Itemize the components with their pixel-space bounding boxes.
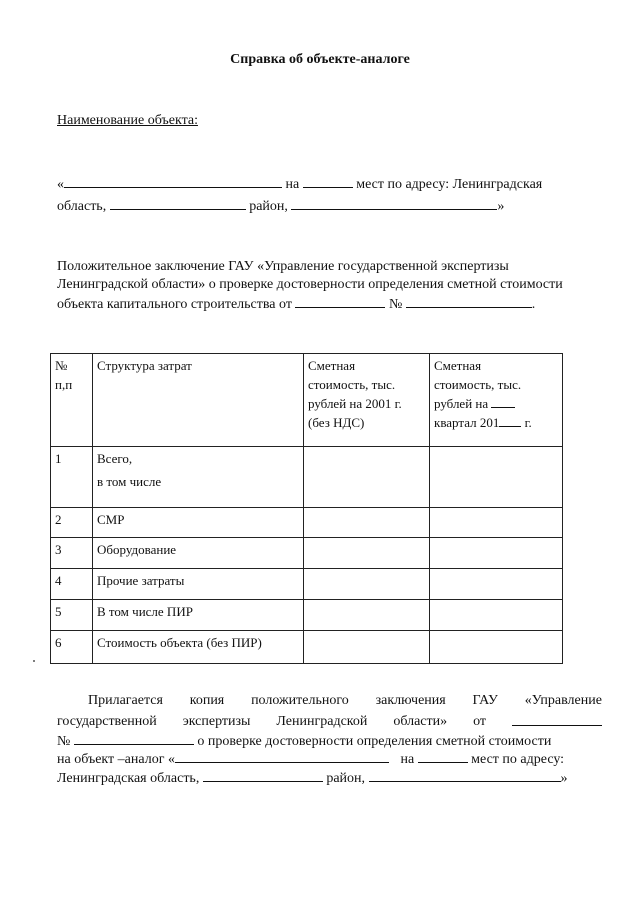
conclusion-line-3-text: объекта капитального строительства от	[57, 297, 292, 312]
attachment-number-sign: №	[57, 734, 71, 749]
conclusion-number-blank[interactable]	[406, 296, 532, 308]
header-2001-line: стоимость, тыс.	[308, 377, 396, 392]
row-number: 1	[51, 447, 93, 508]
value-2001-cell[interactable]	[304, 447, 430, 508]
value-quarter-cell[interactable]	[430, 631, 563, 664]
row-label: Прочие затраты	[93, 569, 304, 600]
row-number: 5	[51, 600, 93, 631]
analog-object-blank[interactable]	[175, 751, 389, 763]
row-label: В том числе ПИР	[93, 600, 304, 631]
rayon-blank[interactable]	[291, 198, 497, 210]
value-2001-cell[interactable]	[304, 631, 430, 664]
row-label: Стоимость объекта (без ПИР)	[93, 631, 304, 664]
header-structure-cell: Структура затрат	[93, 354, 304, 447]
header-quarter-line: рублей на	[434, 394, 558, 413]
header-2001-line: Сметная	[308, 358, 356, 373]
header-num-sign: №	[55, 358, 68, 373]
value-2001-cell[interactable]	[304, 508, 430, 538]
oblast-word: область,	[57, 199, 107, 214]
value-quarter-cell[interactable]	[430, 508, 563, 538]
attachment-line-3: № о проверке достоверности определения сметной стоимости	[57, 734, 552, 749]
object-name-blank[interactable]	[64, 176, 282, 188]
analog-places-blank[interactable]	[418, 751, 468, 763]
row-label: Оборудование	[93, 538, 304, 569]
header-2001-line: рублей на 2001 г.	[308, 396, 402, 411]
attachment-date-blank[interactable]	[512, 714, 602, 726]
value-quarter-cell[interactable]	[430, 538, 563, 569]
row-label: Всего,	[97, 451, 133, 466]
conclusion-date-blank[interactable]	[295, 296, 385, 308]
table-row	[51, 508, 563, 538]
header-num-pp: п,п	[55, 377, 73, 392]
attachment-line-5: Ленинградская область, район, »	[57, 771, 568, 786]
close-quote: »	[497, 199, 505, 214]
header-num-cell	[51, 354, 93, 447]
row-label: СМР	[93, 508, 304, 538]
header-quarter-line: Сметная	[434, 358, 482, 373]
object-line-2	[57, 198, 504, 215]
header-quarter-line: квартал 201 г.	[434, 415, 532, 430]
table-row	[51, 600, 563, 631]
header-cost-2001-cell	[304, 354, 430, 447]
open-quote: «	[57, 177, 64, 192]
oblast-blank[interactable]	[110, 198, 246, 210]
value-2001-cell[interactable]	[304, 600, 430, 631]
scan-speck	[33, 660, 35, 662]
table-row	[51, 569, 563, 600]
attachment-number-blank[interactable]	[74, 733, 194, 745]
places-address-text: мест по адресу: Ленинградская	[356, 177, 543, 192]
row-number: 2	[51, 508, 93, 538]
object-line-1	[57, 176, 542, 193]
header-cost-quarter-cell	[430, 354, 563, 447]
table-row	[51, 538, 563, 569]
row-sublabel: в том числе	[97, 474, 162, 489]
conclusion-line-2: Ленинградской области» о проверке достоверности определения сметной стоимости	[57, 277, 563, 292]
analog-rayon-blank[interactable]	[369, 770, 561, 782]
value-2001-cell[interactable]	[304, 569, 430, 600]
table-header-row	[51, 354, 563, 447]
row-label-cell	[93, 447, 304, 508]
table-row	[51, 631, 563, 664]
analog-oblast-blank[interactable]	[203, 770, 323, 782]
attachment-line-2: государственной экспертизы Ленинградской области» от	[57, 714, 602, 730]
year-blank[interactable]	[499, 415, 521, 427]
row-number: 6	[51, 631, 93, 664]
conclusion-line-3	[57, 296, 535, 313]
attachment-line-1: Прилагается копия положительного заключения ГАУ «Управление	[88, 693, 602, 708]
rayon-word: район,	[249, 199, 288, 214]
conclusion-number-sign: №	[388, 297, 403, 312]
cost-structure-table	[50, 353, 563, 664]
conclusion-line-1: Положительное заключение ГАУ «Управление государственной экспертизы	[57, 259, 509, 274]
attachment-line-4: на объект –аналог « на мест по адресу:	[57, 752, 565, 767]
header-quarter-line: стоимость, тыс.	[434, 377, 522, 392]
row-number: 3	[51, 538, 93, 569]
value-quarter-cell[interactable]	[430, 569, 563, 600]
quarter-blank[interactable]	[491, 396, 515, 408]
table-row	[51, 447, 563, 508]
row-number: 4	[51, 569, 93, 600]
places-blank[interactable]	[303, 176, 353, 188]
na-word: на	[285, 177, 300, 192]
document-title: Справка об объекте-аналоге	[230, 52, 410, 67]
value-2001-cell[interactable]	[304, 538, 430, 569]
object-name-label: Наименование объекта:	[57, 113, 198, 128]
value-quarter-cell[interactable]	[430, 600, 563, 631]
conclusion-period: .	[531, 297, 536, 312]
value-quarter-cell[interactable]	[430, 447, 563, 508]
header-2001-line: (без НДС)	[308, 415, 365, 430]
